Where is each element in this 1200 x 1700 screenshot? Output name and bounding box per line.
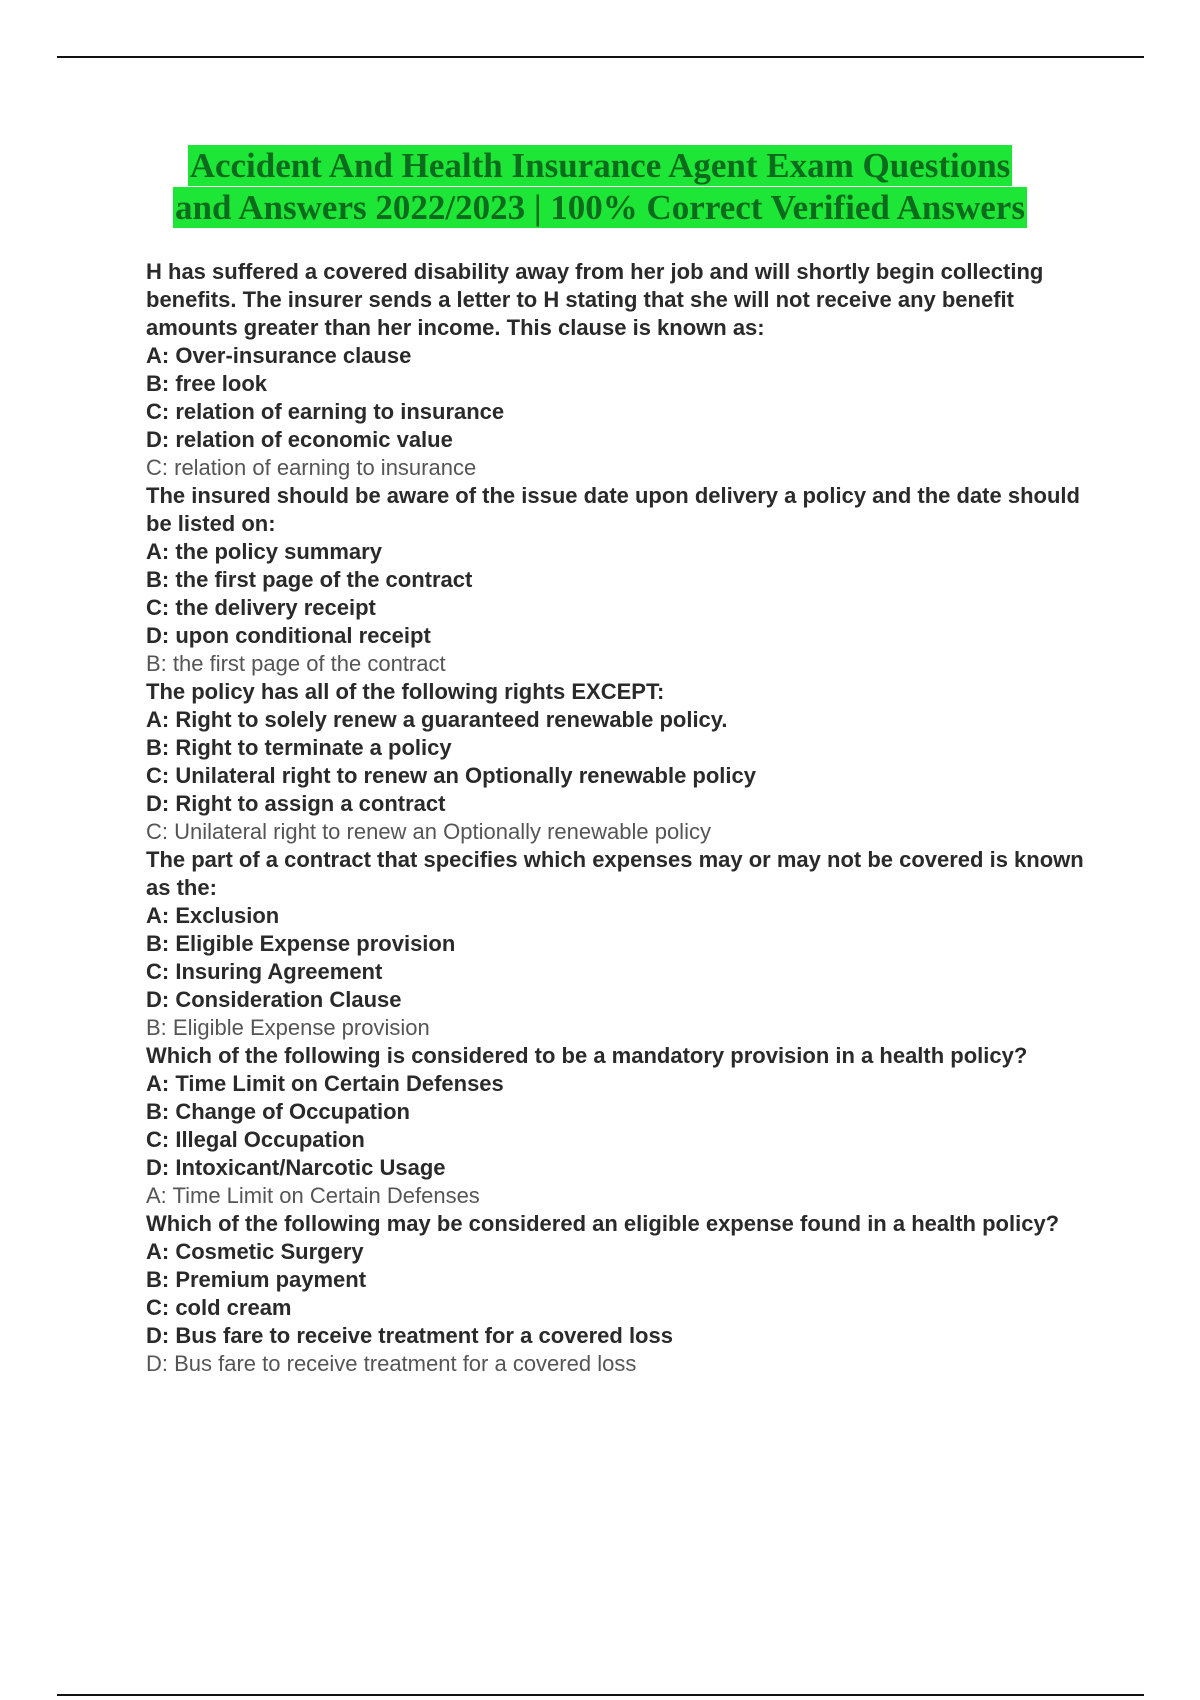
option-b: B: Eligible Expense provision xyxy=(146,931,456,956)
option-a: A: Over-insurance clause xyxy=(146,343,412,368)
title-line-1: Accident And Health Insurance Agent Exam Questions xyxy=(189,146,1011,185)
option-d: D: Right to assign a contract xyxy=(146,791,446,816)
option-d: D: Consideration Clause xyxy=(146,987,402,1012)
option-d: D: relation of economic value xyxy=(146,427,453,452)
option-a: A: Cosmetic Surgery xyxy=(146,1239,364,1264)
option-a: A: Right to solely renew a guaranteed renewable policy. xyxy=(146,707,728,732)
answer: B: Eligible Expense provision xyxy=(146,1015,430,1040)
answer: C: relation of earning to insurance xyxy=(146,455,477,480)
question-text: Which of the following may be considered an eligible expense found in a health policy? xyxy=(146,1211,1060,1236)
option-a: A: Exclusion xyxy=(146,903,280,928)
option-b: B: free look xyxy=(146,371,268,396)
answer: B: the first page of the contract xyxy=(146,651,446,676)
question-text: Which of the following is considered to be a mandatory provision in a health policy? xyxy=(146,1043,1028,1068)
option-a: A: Time Limit on Certain Defenses xyxy=(146,1071,504,1096)
option-c: C: cold cream xyxy=(146,1295,292,1320)
question-list xyxy=(146,258,1096,1378)
option-c: C: Insuring Agreement xyxy=(146,959,383,984)
top-rule xyxy=(57,56,1144,58)
option-a: A: the policy summary xyxy=(146,539,382,564)
option-c: C: Unilateral right to renew an Optionally renewable policy xyxy=(146,763,757,788)
option-b: B: Change of Occupation xyxy=(146,1099,410,1124)
option-d: D: Bus fare to receive treatment for a covered loss xyxy=(146,1323,673,1348)
option-b: B: Premium payment xyxy=(146,1267,367,1292)
option-b: B: Right to terminate a policy xyxy=(146,735,452,760)
option-c: C: Illegal Occupation xyxy=(146,1127,365,1152)
option-b: B: the first page of the contract xyxy=(146,567,473,592)
question-text: The insured should be aware of the issue date upon delivery a policy and the date should be listed on: xyxy=(146,483,1080,536)
option-c: C: relation of earning to insurance xyxy=(146,399,505,424)
answer: D: Bus fare to receive treatment for a covered loss xyxy=(146,1351,637,1376)
question-text: The part of a contract that specifies which expenses may or may not be covered is known as the: xyxy=(146,847,1084,900)
question-text: The policy has all of the following rights EXCEPT: xyxy=(146,679,665,704)
answer: C: Unilateral right to renew an Optionally renewable policy xyxy=(146,819,711,844)
title-line-2: and Answers 2022/2023 | 100% Correct Verified Answers xyxy=(175,188,1025,227)
answer: A: Time Limit on Certain Defenses xyxy=(146,1183,480,1208)
option-d: D: Intoxicant/Narcotic Usage xyxy=(146,1155,446,1180)
document-title xyxy=(0,145,1200,229)
question-text: H has suffered a covered disability away from her job and will shortly begin collecting benefits. The insurer sends a letter to H stating that she will not receive any benefit amounts greater than her income. This clause is known as: xyxy=(146,259,1044,340)
option-d: D: upon conditional receipt xyxy=(146,623,431,648)
option-c: C: the delivery receipt xyxy=(146,595,376,620)
bottom-rule xyxy=(57,1694,1144,1696)
